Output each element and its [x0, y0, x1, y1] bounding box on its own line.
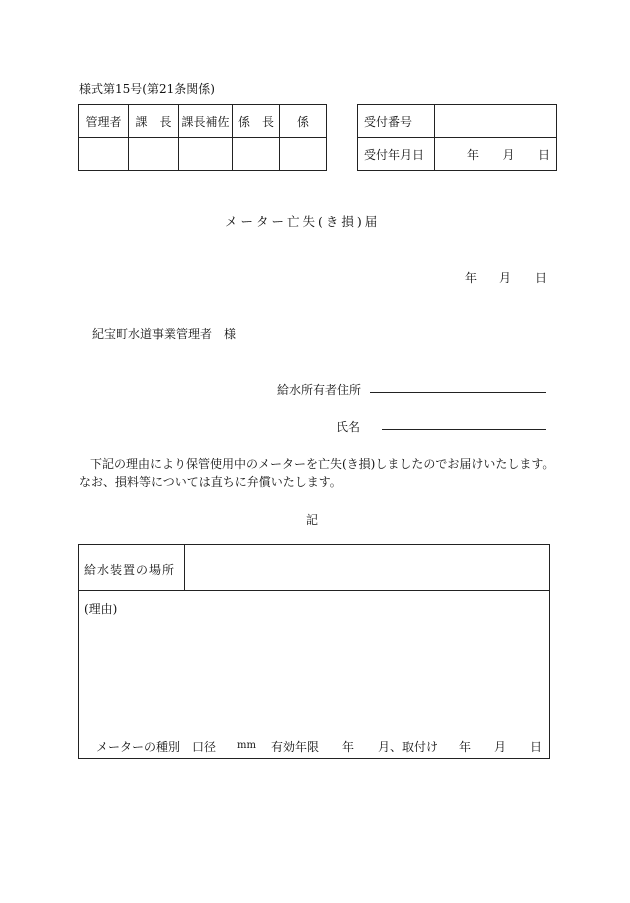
submission-day-label: 日 — [535, 271, 548, 285]
approval-header-subsection-chief: 係 長 — [233, 105, 280, 138]
approval-header-section-chief: 課 長 — [129, 105, 179, 138]
submission-month-label: 月 — [499, 271, 512, 285]
approval-stamp-cell[interactable] — [129, 138, 179, 171]
install-day-label: 日 — [530, 740, 543, 754]
reception-month-label: 月 — [502, 147, 515, 162]
form-number: 様式第15号(第21条関係) — [79, 82, 215, 96]
install-year-label: 年 — [459, 740, 472, 754]
approval-stamp-cell[interactable] — [280, 138, 327, 171]
reception-number-field[interactable] — [435, 105, 557, 138]
reception-table — [357, 104, 557, 171]
approval-stamp-cell[interactable] — [179, 138, 233, 171]
statement-line-1: 下記の理由により保管使用中のメーターを亡失(き損)しましたのでお届けいたします。 — [90, 457, 555, 471]
approval-stamp-cell[interactable] — [233, 138, 280, 171]
approval-header-assistant-chief: 課長補佐 — [179, 105, 233, 138]
location-label-cell — [79, 545, 185, 591]
notes-heading: 記 — [306, 513, 319, 527]
addressee: 紀宝町水道事業管理者 様 — [92, 327, 237, 341]
reason-label: (理由) — [84, 602, 118, 616]
reception-day-label: 日 — [537, 147, 550, 162]
reason-field[interactable] — [79, 617, 549, 729]
reception-number-label: 受付番号 — [358, 105, 435, 138]
approval-header-staff: 係 — [280, 105, 327, 138]
install-month-label: 月 — [494, 740, 507, 754]
meter-type-label: メーターの種別 — [96, 740, 181, 754]
reception-date-field[interactable] — [435, 138, 557, 171]
approval-header-manager: 管理者 — [79, 105, 129, 138]
approval-stamp-table — [78, 104, 327, 171]
owner-name-field[interactable] — [382, 429, 546, 430]
owner-name-label: 氏名 — [336, 420, 361, 434]
supply-location-label: 給水装置の場所 — [84, 563, 176, 577]
details-box — [78, 544, 550, 759]
supply-location-field[interactable] — [185, 545, 549, 591]
reception-date-label: 受付年月日 — [358, 138, 435, 171]
diameter-label: 口径 — [192, 740, 217, 754]
document-title: メーター亡失(き損)届 — [225, 214, 381, 229]
approval-stamp-cell[interactable] — [79, 138, 129, 171]
reception-year-label: 年 — [467, 147, 480, 162]
expiry-year-label: 年 — [342, 740, 355, 754]
submission-year-label: 年 — [465, 271, 478, 285]
owner-address-label: 給水所有者住所 — [277, 383, 362, 397]
expiry-label: 有効年限 — [271, 740, 320, 754]
install-label: 月、取付け — [378, 740, 439, 754]
owner-address-field[interactable] — [370, 392, 546, 393]
statement-line-2: なお、損料等については直ちに弁償いたします。 — [79, 475, 342, 489]
mm-unit-label: mm — [237, 740, 256, 751]
